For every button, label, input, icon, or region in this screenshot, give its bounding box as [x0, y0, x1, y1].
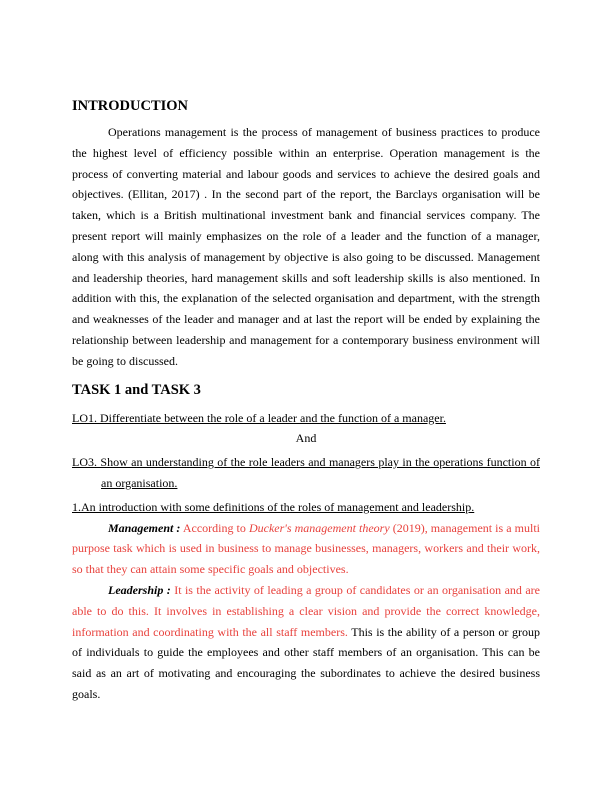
leadership-text-black: This is the ability of a person or group of individuals to guide the employees and other staff members of an organisation. This can be said as an art of motivating and encouraging the subordinates to achieve the desired business goals. — [72, 624, 541, 701]
management-text-b: (2019), management is a multi purpose task which is used in business to manage businesses, managers, workers and their work, so that they can attain some specific goals and objectives. — [72, 520, 540, 577]
and-text: And — [295, 431, 317, 446]
intro-heading: INTRODUCTION — [72, 98, 189, 114]
leadership-text-red: It is the activity of leading a group of candidates or an organisation and are able to do this. It involves in establishing a clear vision and provide the correct knowledge, information and coordinating with the all staff members. — [72, 582, 540, 639]
management-text-a: According to — [180, 520, 249, 535]
document-page — [72, 96, 540, 705]
lo3-heading: LO3. Show an understanding of the role leaders and managers play in the operations function of an organisation. — [72, 455, 540, 490]
management-paragraph — [72, 518, 540, 580]
intro-paragraph: Operations management is the process of management of business practices to produce the highest level of efficiency possible within an enterprise. Operation management is the process of converting material and labour goods and services to achieve the desired goals and objectives. (Ellitan, 2017) . In the second part of the report, the Barclays organisation will be taken, which is a British multinational investment bank and financial services company. The present report will mainly emphasizes on the role of a leader and the function of a manager, along with this analysis of management by objective is also going to be discussed. Management and leadership theories, hard management skills and soft leadership skills is also mentioned. In addition with this, the explanation of the selected organisation and department, with the strength and weaknesses of the leader and manager and at last the report will be ended by explaining the relationship between leadership and management for a contemporary business environment will be going to discussed. — [72, 125, 540, 368]
management-term: Management : — [108, 520, 181, 535]
section-1-heading: 1.An introduction with some definitions of the roles of management and leadership. — [72, 499, 475, 514]
leadership-paragraph — [72, 580, 540, 705]
management-theory: Ducker's management theory — [248, 520, 390, 535]
leadership-term: Leadership : — [108, 582, 171, 597]
task-heading: TASK 1 and TASK 3 — [72, 381, 201, 398]
lo1-heading: LO1. Differentiate between the role of a leader and the function of a manager. — [72, 410, 446, 425]
